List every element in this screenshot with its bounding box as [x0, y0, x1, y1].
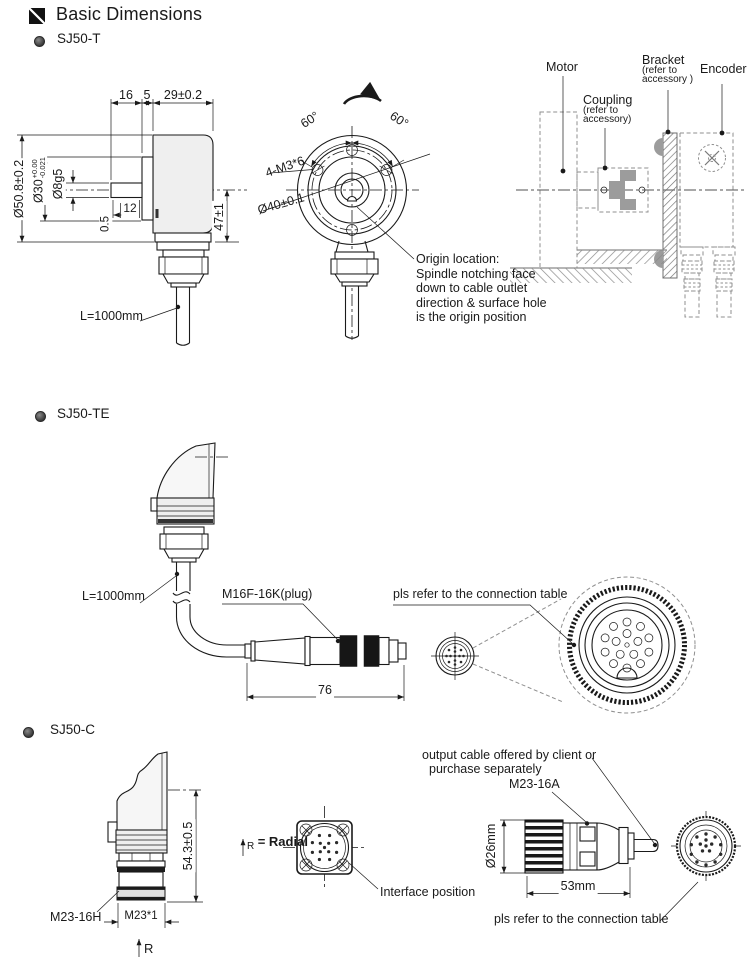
dim-47: 47±1 [211, 203, 226, 231]
c-connection-note: pls refer to the connection table [494, 912, 669, 926]
origin-note-line: is the origin position [416, 310, 527, 324]
bracket-label: Bracket [642, 53, 685, 67]
origin-note-line: Origin location: [416, 252, 500, 266]
m23-16a-label: M23-16A [509, 777, 560, 791]
coupling-note1: (refer to [583, 105, 619, 116]
d30-tolerance: +0.00 -0.021 [30, 157, 47, 179]
dim-76: 76 [318, 683, 332, 697]
origin-note [416, 252, 547, 325]
sj50te-heading: SJ50-TE [57, 406, 110, 421]
encoder-label: Encoder [700, 62, 747, 76]
dim-5: 5 [143, 88, 151, 102]
dim-d30: Ø30 +0.00 -0.021 [30, 157, 47, 203]
output-cable-note2: purchase separately [429, 762, 542, 776]
origin-note-line: Spindle notching face [416, 266, 536, 281]
origin-note-line: down to cable outlet [416, 281, 528, 295]
te-connection-note: pls refer to the connection table [393, 587, 568, 601]
radial-label: $_R$ = Radial [247, 834, 308, 852]
dim-12: 12 [123, 201, 137, 215]
motor-label: Motor [546, 60, 578, 74]
sj50c-bullet [23, 727, 34, 738]
sj50te-bullet [35, 411, 46, 422]
page-title: Basic Dimensions [56, 4, 203, 24]
output-cable-note1: output cable offered by client or [422, 748, 597, 762]
dim-543: 54.3±0.5 [180, 821, 195, 871]
dim-05: 0.5 [99, 216, 112, 232]
dim-16: 16 [119, 88, 133, 102]
interface-position-label: Interface position [380, 885, 476, 899]
dim-53: 53mm [560, 879, 596, 893]
te-cable-length-label: L=1000mm [82, 589, 145, 603]
screws-label: 4-M3*6 [263, 153, 307, 180]
sj50t-heading: SJ50-T [57, 31, 101, 46]
origin-note-line: direction & surface hole [416, 295, 547, 310]
section-square-bullet [29, 8, 45, 24]
sj50t-bullet [34, 36, 45, 47]
angle-60-left: 60° [298, 108, 322, 131]
dim-d508: Ø50.8±0.2 [11, 159, 26, 219]
dim-d8g5: Ø8g5 [50, 168, 65, 200]
dim-m23x1: M23*1 [124, 910, 158, 922]
cable-length-label: L=1000mm [80, 309, 143, 323]
sj50te-drawing [140, 443, 695, 713]
angle-60-right: 60° [387, 108, 411, 131]
coupling-note2: accessory) [583, 114, 632, 125]
bracket-note2: accessory ) [642, 74, 694, 85]
sj50t-front-view-drawing [263, 96, 430, 340]
detail-connector-pins [601, 618, 653, 672]
dim-29: 29±0.2 [163, 88, 203, 102]
dim-d40: Ø40±0.1 [255, 190, 306, 218]
r-bottom-label: R [144, 941, 154, 956]
sj50c-heading: SJ50-C [50, 722, 96, 737]
te-plug-label: M16F-16K(plug) [222, 587, 313, 601]
coupling-label: Coupling [583, 93, 633, 107]
bracket-note1: (refer to [642, 65, 678, 76]
dim-d26: Ø26mm [483, 823, 498, 869]
m23-16h-label: M23-16H [50, 910, 102, 924]
